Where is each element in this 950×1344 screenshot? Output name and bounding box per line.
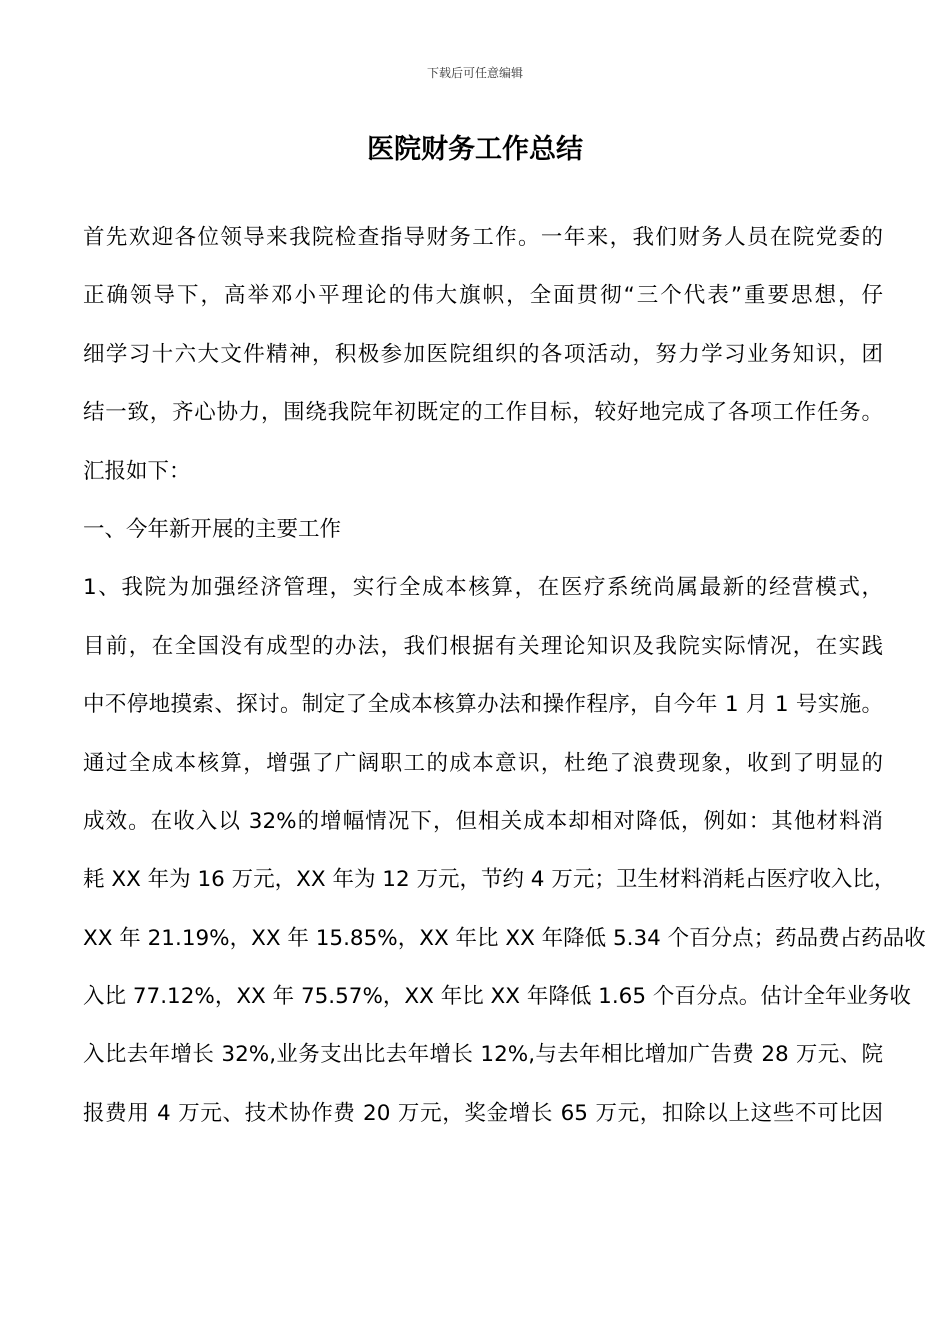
document-body <box>83 218 926 1152</box>
body-line: 细学习十六大文件精神，积极参加医院组织的各项活动，努力学习业务知识，团 <box>83 341 883 367</box>
document-title: 医院财务工作总结 <box>367 134 583 165</box>
section-heading: 一、今年新开展的主要工作 <box>83 516 342 542</box>
body-line: 耗 XX 年为 16 万元，XX 年为 12 万元，节约 4 万元；卫生材料消耗占医疗收入比， <box>83 867 896 893</box>
body-line: 1、我院为加强经济管理，实行全成本核算，在医疗系统尚属最新的经营模式， <box>83 575 883 601</box>
body-line: 结一致，齐心协力，围绕我院年初既定的工作目标，较好地完成了各项工作任务。 <box>83 400 883 426</box>
page-header-note: 下载后可任意编辑 <box>426 66 523 80</box>
body-line: 通过全成本核算，增强了广阔职工的成本意识，杜绝了浪费现象，收到了明显的 <box>83 750 883 776</box>
body-line: 汇报如下： <box>83 458 191 484</box>
body-line: XX 年 21.19%，XX 年 15.85%，XX 年比 XX 年降低 5.34 个百分点；药品费占药品收 <box>83 925 926 951</box>
body-line: 入比去年增长 32%,业务支出比去年增长 12%,与去年相比增加广告费 28 万元、院 <box>83 1042 883 1068</box>
body-line: 入比 77.12%，XX 年 75.57%，XX 年比 XX 年降低 1.65 个百分点。估计全年业务收 <box>83 984 911 1010</box>
body-line: 中不停地摸索、探讨。制定了全成本核算办法和操作程序，自今年 1 月 1 号实施。 <box>83 692 883 718</box>
body-line: 目前，在全国没有成型的办法，我们根据有关理论知识及我院实际情况，在实践 <box>83 633 883 659</box>
body-line: 正确领导下，高举邓小平理论的伟大旗帜，全面贯彻“三个代表”重要思想，仔 <box>83 283 883 309</box>
body-line: 首先欢迎各位领导来我院检查指导财务工作。一年来，我们财务人员在院党委的 <box>83 225 883 250</box>
body-line: 报费用 4 万元、技术协作费 20 万元，奖金增长 65 万元，扣除以上这些不可比因 <box>83 1100 883 1126</box>
body-line: 成效。在收入以 32%的增幅情况下，但相关成本却相对降低，例如：其他材料消 <box>83 808 883 834</box>
